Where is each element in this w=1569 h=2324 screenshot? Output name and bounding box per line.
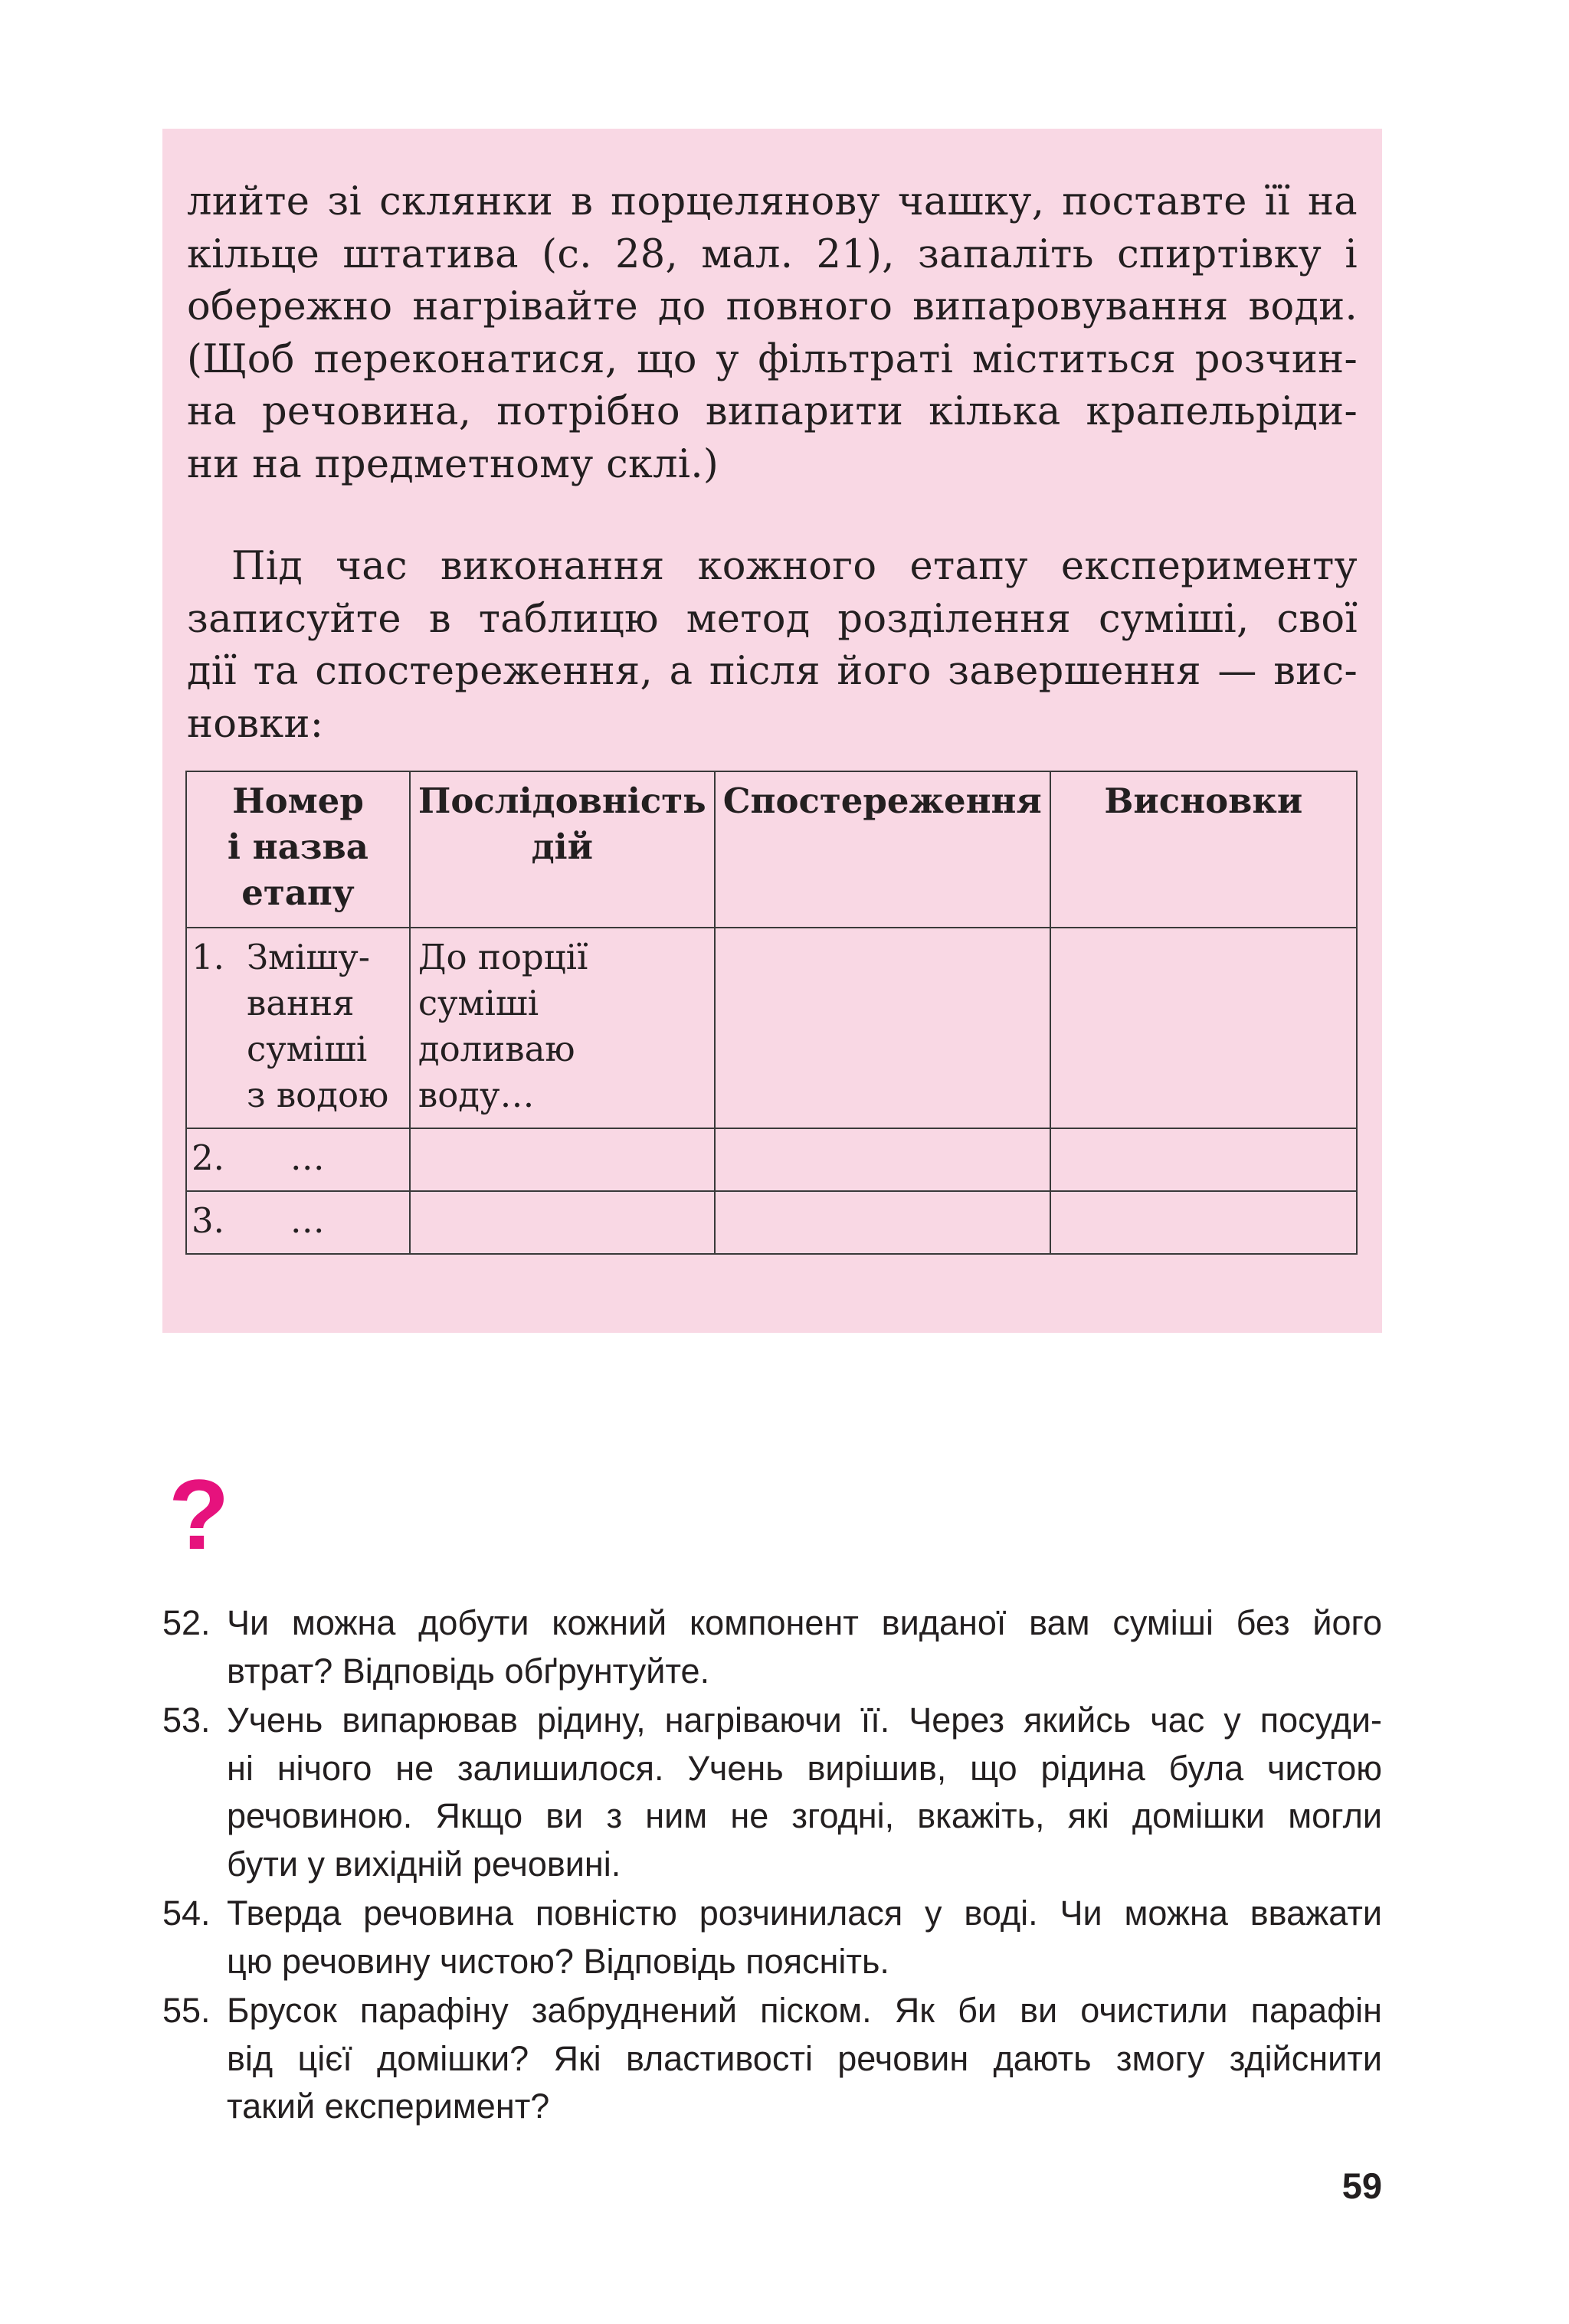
- question-number: 52.: [162, 1603, 211, 1642]
- text-line: обережно нагрівайте до повного випаровування води.: [187, 284, 1358, 329]
- table-row: [186, 928, 1357, 1128]
- page-number: 59: [1341, 2165, 1382, 2206]
- conclusions-cell: [1050, 1191, 1357, 1254]
- question-line: бути у вихідній речовині.: [227, 1844, 621, 1884]
- question-number: 54.: [162, 1894, 211, 1933]
- experiment-table: [185, 771, 1358, 1255]
- header-conclusions: Висновки: [1050, 771, 1357, 928]
- header-stage: Номер і назва етапу: [186, 771, 410, 928]
- stage-cell: 3. …: [186, 1191, 410, 1254]
- question-line: Учень випарював рідину, нагріваючи її. Через якийсь час у посуди-: [227, 1700, 1382, 1740]
- text-line: на речовина, потрібно випарити кілька крапельріди-: [187, 389, 1358, 434]
- text-line: лийте зі склянки в порцелянову чашку, поставте її на: [187, 179, 1358, 224]
- question-line: ні нічого не залишилося. Учень вирішив, що рідина була чистою: [227, 1748, 1382, 1788]
- observations-cell: [715, 928, 1050, 1128]
- table-row: [186, 1191, 1357, 1254]
- question-line: Тверда речовина повністю розчинилася у воді. Чи можна вважати: [227, 1894, 1382, 1933]
- question-line: Брусок парафіну забруднений піском. Як би ви очистили парафін: [227, 1991, 1382, 2030]
- question-mark-icon: ?: [169, 1458, 230, 1570]
- instruction-paragraph: [187, 541, 1358, 751]
- text-line: записуйте в таблицю метод розділення суміші, свої: [187, 596, 1358, 642]
- text-line: Під час виконання кожного етапу експерименту: [231, 544, 1358, 589]
- stage-cell: 1. Змішу- вання суміші з водою: [186, 928, 410, 1128]
- question-item: [162, 1987, 1382, 2131]
- text-line: дії та спостереження, а після його завершення — вис-: [187, 649, 1358, 694]
- stage-cell: 2. …: [186, 1128, 410, 1191]
- header-actions: Послідовність дій: [410, 771, 715, 928]
- actions-cell: [410, 1128, 715, 1191]
- text-line: ни на предметному склі.): [187, 441, 719, 487]
- question-line: Чи можна добути кожний компонент виданої вам суміші без його: [227, 1603, 1382, 1642]
- observations-cell: [715, 1128, 1050, 1191]
- experiment-box: [162, 129, 1382, 1333]
- question-number: 53.: [162, 1700, 211, 1740]
- text-line: кільце штатива (с. 28, мал. 21), запаліть спиртівку і: [187, 231, 1358, 277]
- question-line: цю речовину чистою? Відповідь поясніть.: [227, 1941, 889, 1981]
- question-line: речовиною. Якщо ви з ним не згодні, вкажіть, які домішки могли: [227, 1796, 1382, 1835]
- question-item: [162, 1599, 1382, 1695]
- question-number: 55.: [162, 1991, 211, 2030]
- conclusions-cell: [1050, 1128, 1357, 1191]
- conclusions-cell: [1050, 928, 1357, 1128]
- intro-paragraph: [187, 176, 1358, 491]
- question-line: втрат? Відповідь обґрунтуйте.: [227, 1651, 710, 1691]
- actions-cell: [410, 1191, 715, 1254]
- questions-list: [162, 1599, 1382, 2133]
- table-header-row: [186, 771, 1357, 928]
- text-line: новки:: [187, 701, 324, 747]
- observations-cell: [715, 1191, 1050, 1254]
- text-line: (Щоб переконатися, що у фільтраті міститься розчин-: [187, 336, 1358, 382]
- question-line: від цієї домішки? Які властивості речовин дають змогу здійснити: [227, 2038, 1382, 2078]
- question-item: [162, 1890, 1382, 1985]
- table-row: [186, 1128, 1357, 1191]
- question-item: [162, 1697, 1382, 1888]
- actions-cell: До порції суміші доливаю воду…: [410, 928, 715, 1128]
- header-observations: Спостереження: [715, 771, 1050, 928]
- question-line: такий експеримент?: [227, 2087, 550, 2126]
